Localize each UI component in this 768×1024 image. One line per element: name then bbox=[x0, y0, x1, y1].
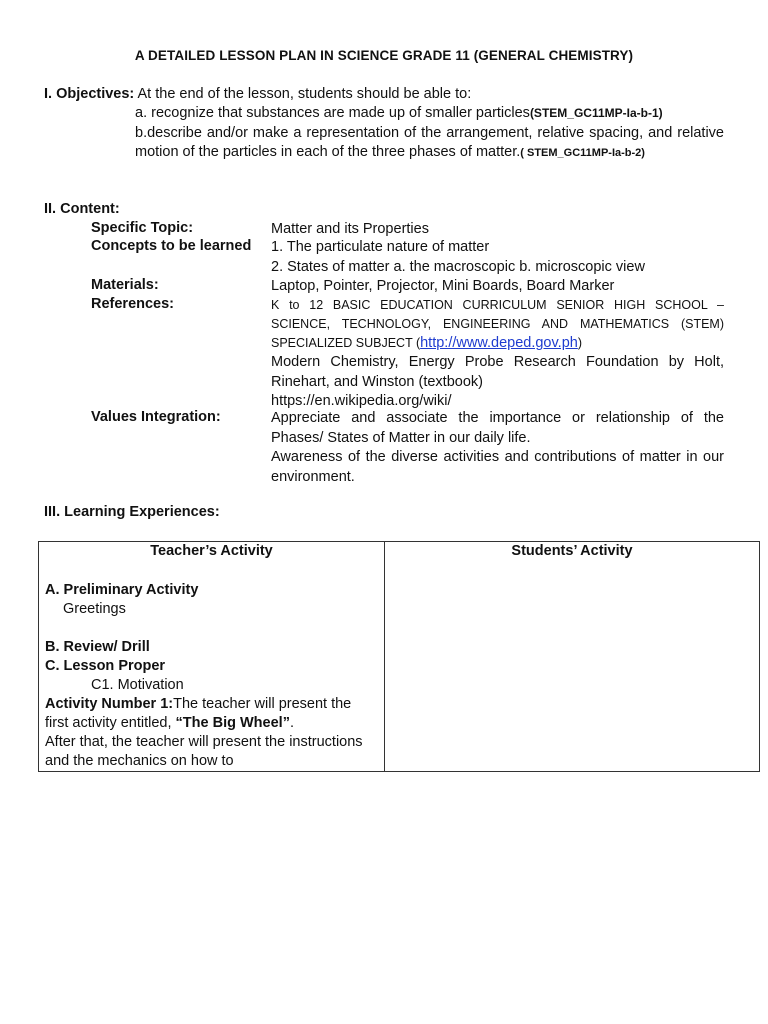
teacher-content bbox=[39, 581, 384, 771]
objective-b bbox=[135, 124, 724, 164]
students-header: Students’ Activity bbox=[511, 543, 633, 559]
activity-1-text: Activity Number 1:The teacher will present the first activity entitled, “The Big Wheel”. bbox=[45, 696, 352, 731]
objectives-list bbox=[135, 104, 724, 164]
greetings-text: Greetings bbox=[63, 601, 126, 617]
motivation-text: C1. Motivation bbox=[91, 677, 184, 693]
specific-topic-label: Specific Topic: bbox=[91, 220, 194, 236]
values-1: Appreciate and associate the importance or relationship of the Phases/ States of Matter in our daily life. bbox=[271, 410, 724, 446]
learning-heading: III. Learning Experiences: bbox=[44, 504, 220, 520]
materials-label: Materials: bbox=[91, 277, 159, 293]
values-value bbox=[271, 409, 724, 487]
teacher-column bbox=[39, 542, 385, 772]
references-label: References: bbox=[91, 296, 175, 312]
specific-topic-value: Matter and its Properties bbox=[271, 221, 429, 237]
objectives-line bbox=[44, 86, 471, 102]
references-value bbox=[271, 296, 724, 412]
students-column bbox=[385, 542, 760, 772]
lesson-proper-heading: C. Lesson Proper bbox=[45, 658, 166, 674]
values-label: Values Integration: bbox=[91, 409, 221, 425]
objective-a-code: (STEM_GC11MP-Ia-b-1) bbox=[529, 106, 663, 120]
teacher-header: Teacher’s Activity bbox=[150, 543, 273, 559]
reference-textbook: Modern Chemistry, Energy Probe Research Foundation by Holt, Rinehart, and Winston (textbook) bbox=[271, 354, 724, 390]
objective-b-code: ( STEM_GC11MP-Ia-b-2) bbox=[520, 147, 645, 159]
reference-curriculum: K to 12 BASIC EDUCATION CURRICULUM SENIOR HIGH SCHOOL – SCIENCE, TECHNOLOGY, ENGINEERING AND MATHEMATICS (STEM) SPECIALIZED SUBJECT (http://www.deped.gov.ph) bbox=[271, 298, 724, 351]
objectives-heading: I. Objectives: bbox=[44, 86, 135, 102]
reference-wiki: https://en.wikipedia.org/wiki/ bbox=[271, 393, 452, 409]
review-heading: B. Review/ Drill bbox=[45, 639, 150, 655]
document-title: A DETAILED LESSON PLAN IN SCIENCE GRADE 11 (GENERAL CHEMISTRY) bbox=[134, 48, 634, 63]
spacer bbox=[45, 619, 378, 638]
concept-1: 1. The particulate nature of matter bbox=[271, 239, 490, 255]
deped-link[interactable]: http://www.deped.gov.ph bbox=[420, 335, 578, 351]
objective-b-text: b.describe and/or make a representation of the arrangement, relative spacing, and relative motion of the particles in each of the three phases of matter. bbox=[135, 124, 724, 160]
values-2: Awareness of the diverse activities and contributions of matter in our environment. bbox=[271, 449, 724, 485]
activity-table bbox=[38, 541, 760, 772]
content-heading: II. Content: bbox=[44, 201, 120, 217]
objective-a bbox=[135, 104, 724, 124]
after-text: After that, the teacher will present the instructions and the mechanics on how to bbox=[45, 734, 363, 769]
materials-value: Laptop, Pointer, Projector, Mini Boards, Board Marker bbox=[271, 278, 615, 294]
concepts-label: Concepts to be learned bbox=[91, 238, 252, 254]
concepts-value bbox=[271, 238, 724, 277]
objectives-intro: At the end of the lesson, students should be able to: bbox=[134, 86, 472, 102]
concept-2: 2. States of matter a. the macroscopic b. microscopic view bbox=[271, 258, 645, 275]
objective-a-text: a. recognize that substances are made up of smaller particles bbox=[135, 105, 530, 121]
preliminary-heading: A. Preliminary Activity bbox=[45, 582, 199, 598]
